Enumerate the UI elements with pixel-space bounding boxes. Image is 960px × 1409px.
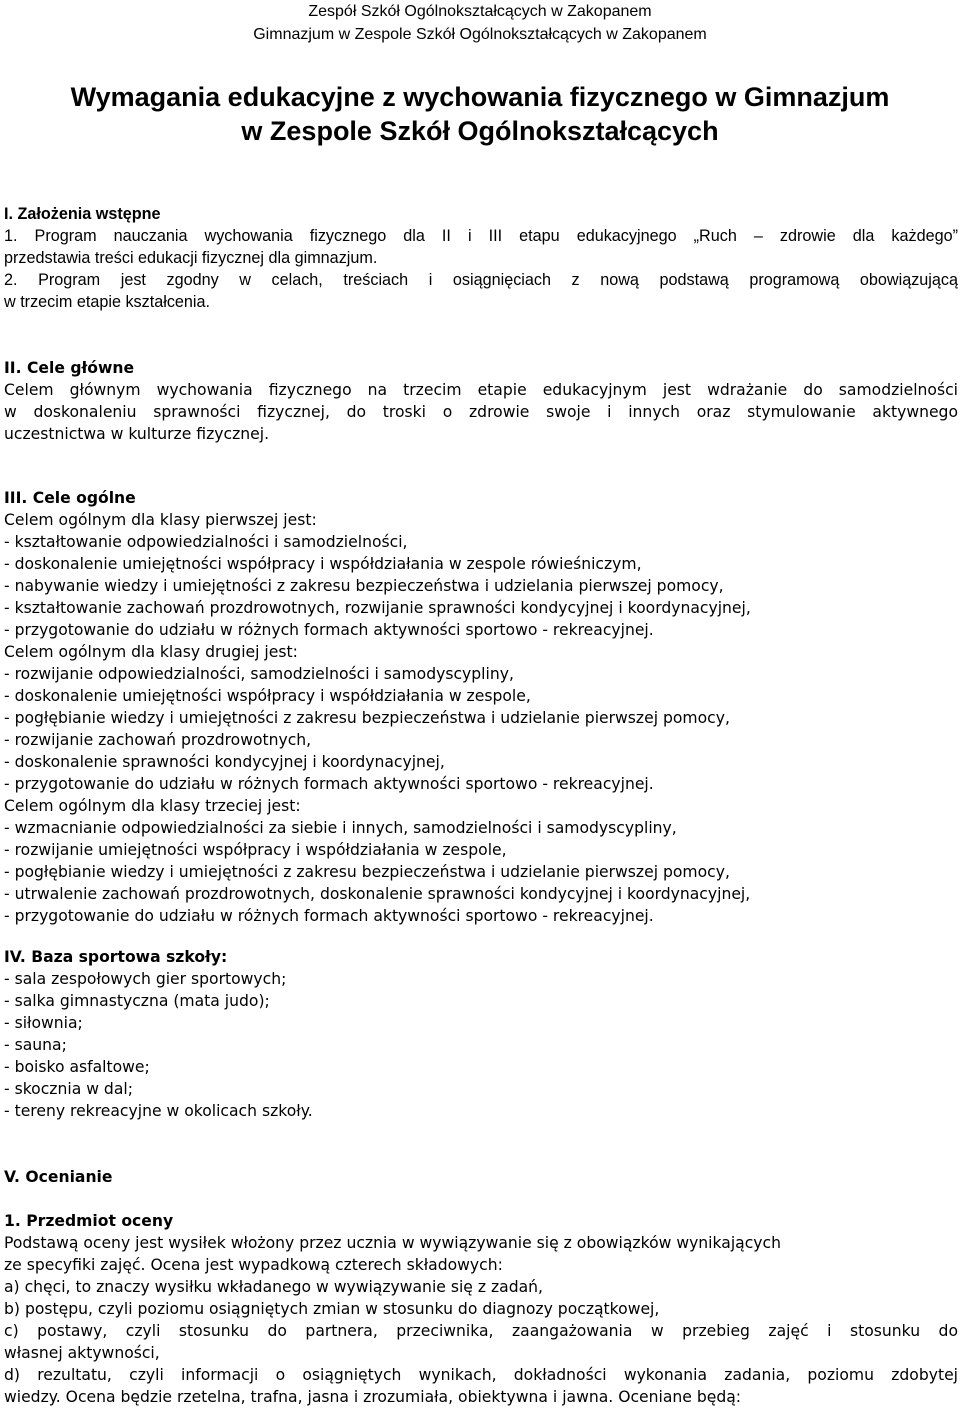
section-main-goals [4,357,958,445]
title-line-1: Wymagania edukacyjne z wychowania fizycznego w Gimnazjum [70,82,890,112]
paragraph-line: ze specyfiki zajęć. Ocena jest wypadkową czterech składowych: [4,1256,503,1274]
section-heading: II. Cele główne [4,359,135,377]
list-item: - rozwijanie zachowań prozdrowotnych, [4,731,312,749]
list-item: - nabywanie wiedzy i umiejętności z zakresu bezpieczeństwa i udzielania pierwszej pomocy, [4,577,724,595]
list-item: - boisko asfaltowe; [4,1058,150,1076]
list-item: - siłownia; [4,1014,83,1032]
list-item: Celem ogólnym dla klasy trzeciej jest: [4,797,301,815]
list-item: - utrwalenie zachowań prozdrowotnych, doskonalenie sprawności kondycyjnej i koordynacyjnej, [4,885,751,903]
list-item: Celem ogólnym dla klasy pierwszej jest: [4,511,317,529]
paragraph-line: 1. Program nauczania wychowania fizycznego dla II i III etapu edukacyjnego „Ruch – zdrowie dla każdego” [4,227,958,245]
subsection-heading: 1. Przedmiot oceny [4,1212,174,1230]
list-item: - pogłębianie wiedzy i umiejętności z zakresu bezpieczeństwa i udzielanie pierwszej pomocy, [4,863,730,881]
section-heading: I. Założenia wstępne [4,205,161,223]
paragraph-line: Podstawą oceny jest wysiłek włożony przez ucznia w wywiązywanie się z obowiązków wynikających [4,1234,781,1252]
list-item: - kształtowanie odpowiedzialności i samodzielności, [4,533,408,551]
section-grading [4,1166,958,1408]
header-school-name: Zespół Szkół Ogólnokształcących w Zakopanem [308,3,652,20]
paragraph-line: wiedzy. Ocena będzie rzetelna, trafna, jasna i zrozumiała, obiektywna i jawna. Oceniane będą: [4,1388,742,1406]
list-item: - przygotowanie do udziału w różnych formach aktywności sportowo - rekreacyjnej. [4,621,654,639]
list-item: - skocznia w dal; [4,1080,133,1098]
title-line-2: w Zespole Szkół Ogólnokształcących [241,116,719,146]
list-item: - doskonalenie umiejętności współpracy i współdziałania w zespole rówieśniczym, [4,555,642,573]
list-item: - rozwijanie odpowiedzialności, samodzielności i samodyscypliny, [4,665,514,683]
section-sports-facilities [4,946,958,1122]
section-heading: IV. Baza sportowa szkoły: [4,948,228,966]
list-item: - przygotowanie do udziału w różnych formach aktywności sportowo - rekreacyjnej. [4,775,654,793]
section-general-goals [4,487,958,927]
list-item: - przygotowanie do udziału w różnych formach aktywności sportowo - rekreacyjnej. [4,907,654,925]
paragraph-line: a) chęci, to znaczy wysiłku wkładanego w wywiązywanie się z zadań, [4,1278,544,1296]
paragraph-line: 2. Program jest zgodny w celach, treściach i osiągnięciach z nową podstawą programową obowiązującą [4,271,958,289]
paragraph-line: Celem głównym wychowania fizycznego na trzecim etapie edukacyjnym jest wdrażanie do samodzielności [4,381,958,399]
paragraph-line: d) rezultatu, czyli informacji o osiągniętych wynikach, dokładności wykonania zadania, poziomu zdobytej [4,1366,958,1384]
paragraph-line: c) postawy, czyli stosunku do partnera, przeciwnika, zaangażowania w przebieg zajęć i stosunku do [4,1322,958,1340]
paragraph-line: uczestnictwa w kulturze fizycznej. [4,425,270,443]
list-item: Celem ogólnym dla klasy drugiej jest: [4,643,298,661]
header-gymnasium-name: Gimnazjum w Zespole Szkół Ogólnokształcących w Zakopanem [253,26,707,43]
paragraph-line: przedstawia treści edukacji fizycznej dla gimnazjum. [4,249,378,267]
list-item: - pogłębianie wiedzy i umiejętności z zakresu bezpieczeństwa i udzielanie pierwszej pomocy, [4,709,730,727]
document-title [0,80,960,148]
list-item: - rozwijanie umiejętności współpracy i współdziałania w zespole, [4,841,507,859]
paragraph-line: w doskonaleniu sprawności fizycznej, do troski o zdrowie swoje i innych oraz stymulowanie aktywnego [4,403,958,421]
list-item: - sauna; [4,1036,67,1054]
list-item: - sala zespołowych gier sportowych; [4,970,287,988]
paragraph-line: b) postępu, czyli poziomu osiągniętych zmian w stosunku do diagnozy początkowej, [4,1300,660,1318]
list-item: - kształtowanie zachowań prozdrowotnych, rozwijanie sprawności kondycyjnej i koordynacyjnej, [4,599,751,617]
section-heading: V. Ocenianie [4,1168,113,1186]
list-item: - salka gimnastyczna (mata judo); [4,992,270,1010]
document-header [0,0,960,46]
paragraph-line: własnej aktywności, [4,1344,160,1362]
section-introduction [4,203,958,313]
list-item: - doskonalenie umiejętności współpracy i współdziałania w zespole, [4,687,531,705]
section-heading: III. Cele ogólne [4,489,136,507]
paragraph-line: w trzecim etapie kształcenia. [4,293,211,311]
list-item: - tereny rekreacyjne w okolicach szkoły. [4,1102,313,1120]
list-item: - doskonalenie sprawności kondycyjnej i koordynacyjnej, [4,753,445,771]
list-item: - wzmacnianie odpowiedzialności za siebie i innych, samodzielności i samodyscypliny, [4,819,677,837]
